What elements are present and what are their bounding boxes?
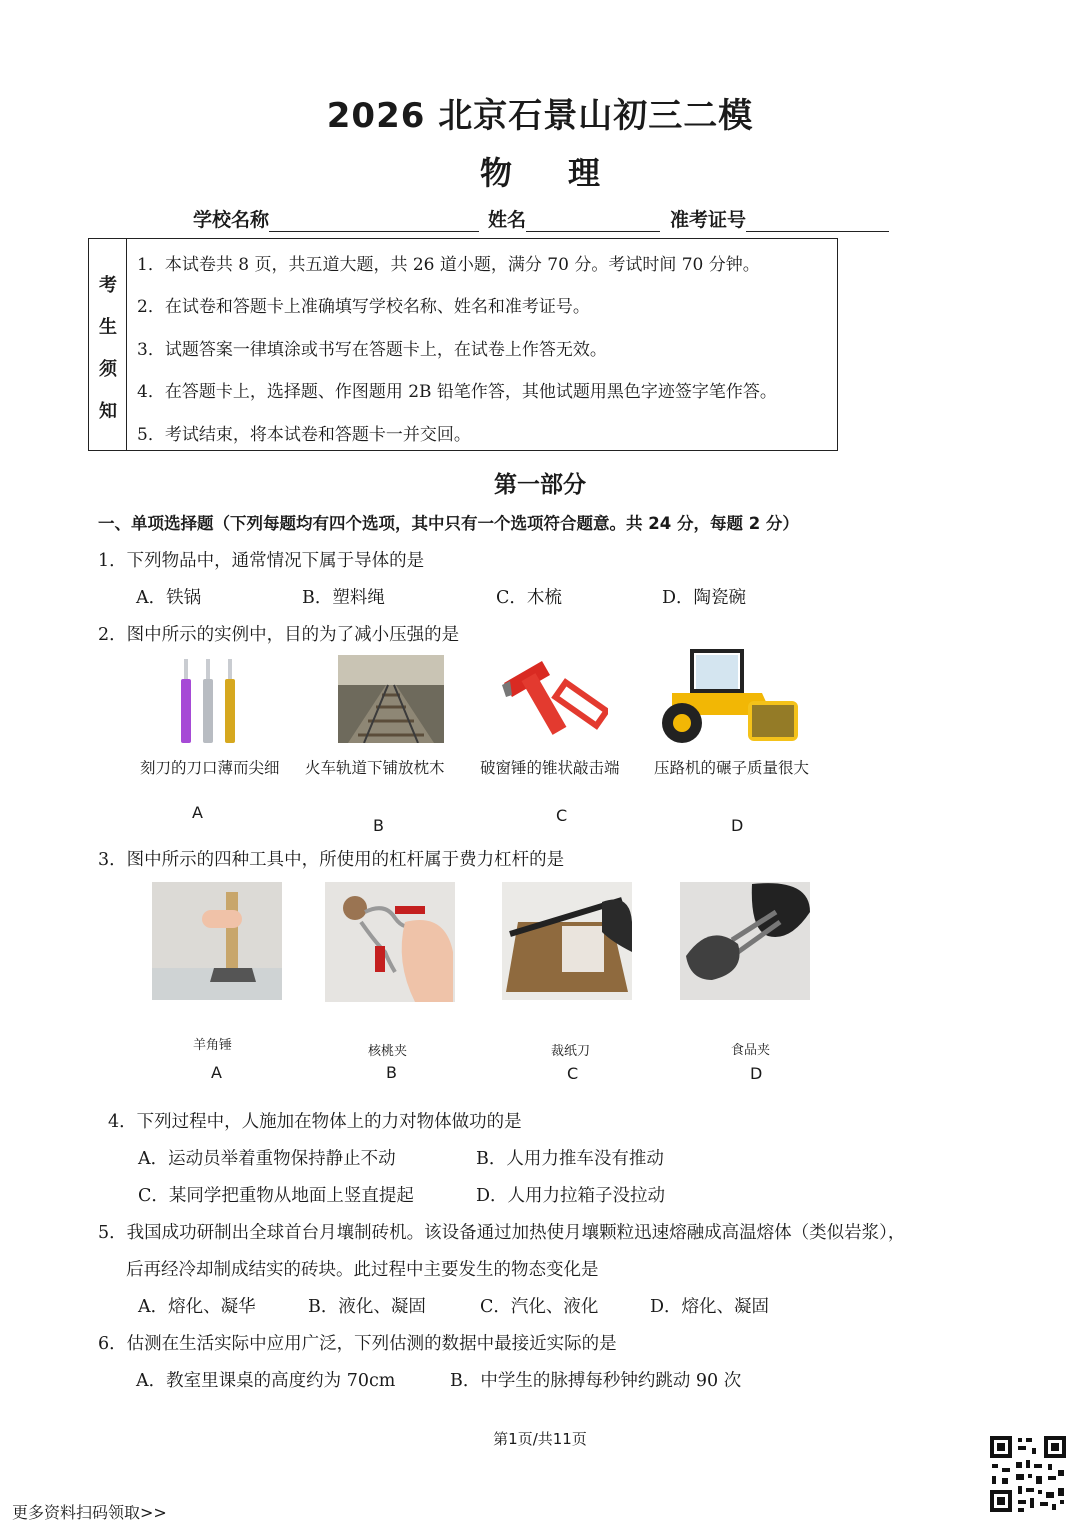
- q2-caption-a: 刻刀的刀口薄而尖细: [140, 759, 280, 777]
- name-blank: [526, 211, 660, 232]
- notice-side-char: 知: [99, 401, 117, 422]
- qr-code-icon[interactable]: [988, 1434, 1068, 1514]
- school-name-label: 学校名称: [193, 209, 270, 231]
- q1-option-d: D．陶瓷碗: [662, 588, 747, 608]
- subject-char: 物: [479, 154, 512, 192]
- school-name-blank: [269, 211, 479, 232]
- page-number: 第1页/共11页: [493, 1430, 587, 1448]
- question-5-stem: 5．我国成功研制出全球首台月壤制砖机。该设备通过加热使月壤颗粒迅速熔融成高温熔体（类似岩浆），: [98, 1223, 906, 1243]
- carving-knife-image: [170, 655, 250, 747]
- exam-id-blank: [746, 211, 889, 232]
- q4-option-b: B．人用力推车没有推动: [476, 1149, 664, 1169]
- name-label: 姓名: [488, 209, 527, 231]
- notice-item: 3．试题答案一律填涂或书写在答题卡上，在试卷上作答无效。: [137, 340, 607, 360]
- question-1-stem: 1．下列物品中，通常情况下属于导体的是: [98, 551, 425, 571]
- road-roller-image: [652, 645, 804, 747]
- notice-item: 4．在答题卡上，选择题、作图题用 2B 铅笔作答，其他试题用黑色字迹签字笔作答。: [137, 382, 777, 402]
- subject-title: [0, 148, 1080, 194]
- school-name-field: [193, 205, 479, 232]
- q1-option-a: A．铁锅: [136, 588, 202, 608]
- question-6-stem: 6．估测在生活实际中应用广泛，下列估测的数据中最接近实际的是: [98, 1334, 617, 1354]
- q1-option-c: C．木梳: [496, 588, 562, 608]
- notice-item: 2．在试卷和答题卡上准确填写学校名称、姓名和准考证号。: [137, 297, 590, 317]
- q6-option-a: A．教室里课桌的高度约为 70cm: [136, 1371, 396, 1391]
- notice-side-char: 生: [99, 317, 117, 338]
- notice-side-char: 须: [99, 359, 117, 380]
- q4-option-c: C．某同学把重物从地面上竖直提起: [138, 1186, 414, 1206]
- question-5-stem-continued: 后再经冷却制成结实的砖块。此过程中主要发生的物态变化是: [126, 1260, 599, 1280]
- food-tongs-image: [680, 882, 810, 1000]
- q2-letter-c: C: [556, 806, 568, 825]
- q2-letter-a: A: [192, 803, 203, 822]
- name-field: [488, 205, 660, 232]
- promo-text: 更多资料扫码领取>>: [12, 1503, 167, 1522]
- q3-letter-c: C: [567, 1064, 579, 1083]
- q2-caption-d: 压路机的碾子质量很大: [654, 759, 810, 777]
- notice-side-label: [89, 239, 127, 450]
- q3-tool-name-c: 裁纸刀: [551, 1044, 591, 1059]
- q6-option-b: B．中学生的脉搏每秒钟约跳动 90 次: [450, 1371, 742, 1391]
- q4-option-a: A．运动员举着重物保持静止不动: [138, 1149, 396, 1169]
- q3-tool-name-a: 羊角锤: [193, 1038, 233, 1053]
- q5-option-a: A．熔化、凝华: [138, 1297, 256, 1317]
- window-hammer-image: [498, 655, 608, 750]
- q3-tool-name-d: 食品夹: [731, 1043, 771, 1058]
- q3-letter-d: D: [750, 1064, 763, 1083]
- q3-letter-b: B: [386, 1063, 397, 1082]
- notice-item: 5．考试结束，将本试卷和答题卡一并交回。: [137, 425, 471, 445]
- exam-id-field: [670, 205, 889, 232]
- part-title: 第一部分: [494, 472, 586, 498]
- question-2-stem: 2．图中所示的实例中，目的为了减小压强的是: [98, 625, 460, 645]
- candidate-notice-box: [88, 238, 838, 451]
- notice-side-char: 考: [99, 275, 117, 296]
- q2-letter-d: D: [731, 816, 744, 835]
- q2-caption-c: 破窗锤的锥状敲击端: [480, 759, 620, 777]
- subject-char: 理: [568, 154, 601, 192]
- railway-track-image: [338, 655, 444, 743]
- nutcracker-image: [325, 882, 455, 1002]
- q5-option-b: B．液化、凝固: [308, 1297, 426, 1317]
- q5-option-c: C．汽化、液化: [480, 1297, 599, 1317]
- question-3-stem: 3．图中所示的四种工具中，所使用的杠杆属于费力杠杆的是: [98, 850, 565, 870]
- paper-cutter-image: [502, 882, 632, 1000]
- q2-letter-b: B: [373, 816, 384, 835]
- q5-option-d: D．熔化、凝固: [650, 1297, 770, 1317]
- claw-hammer-image: [152, 882, 282, 1000]
- q3-letter-a: A: [211, 1063, 222, 1082]
- question-4-stem: 4．下列过程中，人施加在物体上的力对物体做功的是: [108, 1112, 522, 1132]
- exam-id-label: 准考证号: [670, 209, 747, 231]
- q4-option-d: D．人用力拉箱子没拉动: [476, 1186, 666, 1206]
- notice-item: 1．本试卷共 8 页，共五道大题，共 26 道小题，满分 70 分。考试时间 70 分钟。: [137, 255, 760, 275]
- exam-title: 2026 北京石景山初三二模: [326, 96, 754, 136]
- q3-tool-name-b: 核桃夹: [368, 1044, 408, 1059]
- q1-option-b: B．塑料绳: [302, 588, 385, 608]
- section-heading: 一、单项选择题（下列每题均有四个选项，其中只有一个选项符合题意。共 24 分，每题 2 分）: [98, 514, 799, 533]
- q2-caption-b: 火车轨道下铺放枕木: [305, 759, 445, 777]
